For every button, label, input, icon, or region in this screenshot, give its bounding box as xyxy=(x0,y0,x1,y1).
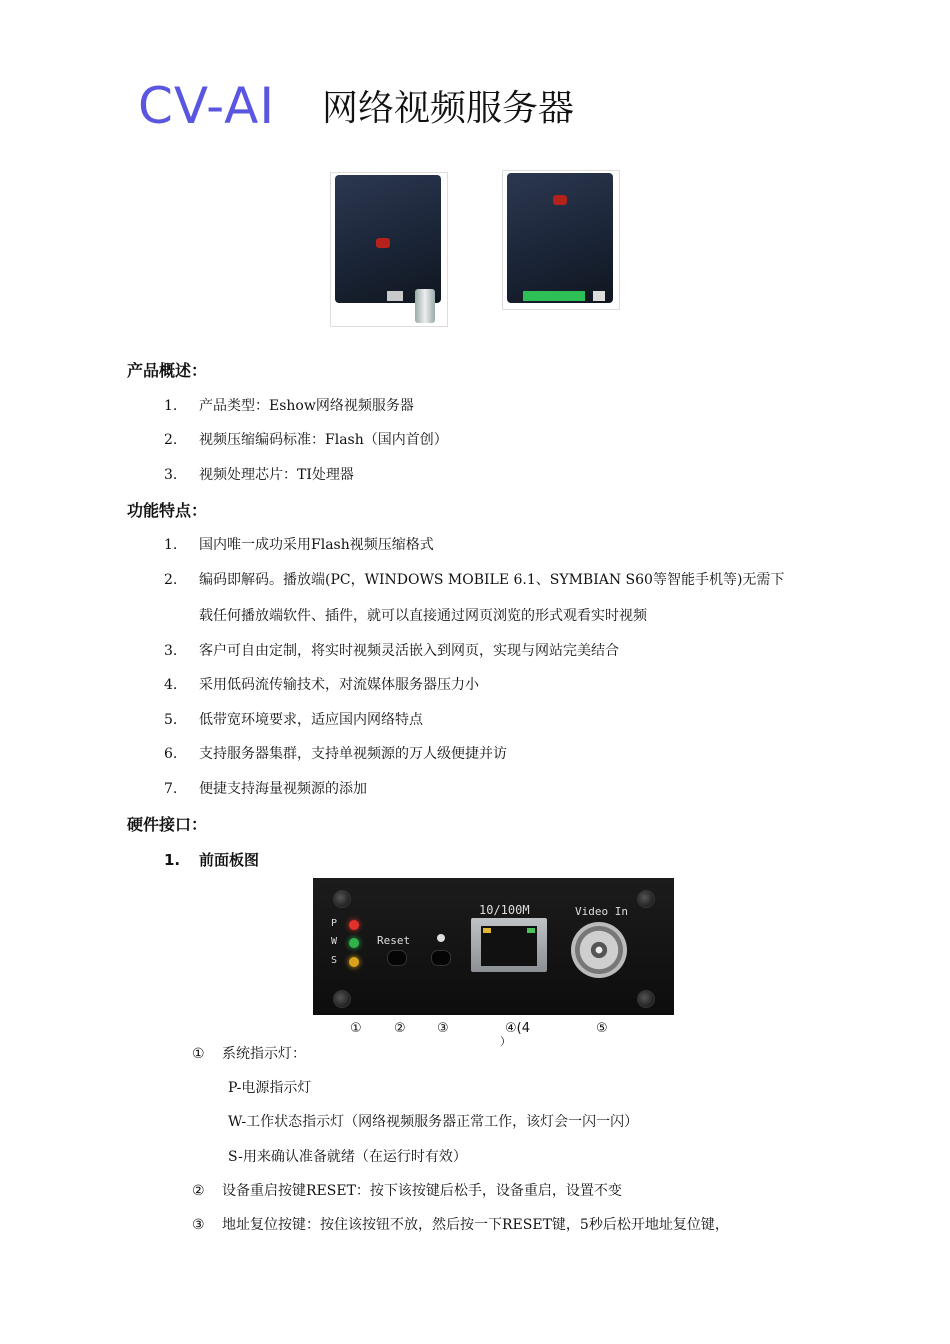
ready-led xyxy=(349,957,359,967)
list-item: 采用低码流传输技术，对流媒体服务器压力小 xyxy=(199,677,479,693)
list-number: 3. xyxy=(164,467,178,483)
marker-5: ⑤ xyxy=(596,1021,608,1036)
screw-icon xyxy=(333,990,351,1008)
marker-1: ① xyxy=(350,1021,362,1036)
list-number: 1. xyxy=(164,537,178,553)
marker-2: ② xyxy=(394,1021,406,1036)
desc-mark-3: ③ xyxy=(192,1217,205,1233)
desc-led-s: S-用来确认准备就绪（在运行时有效） xyxy=(228,1149,467,1165)
desc-led-title: 系统指示灯： xyxy=(222,1046,306,1062)
led-label-w: W xyxy=(331,936,338,947)
video-in-label: Video In xyxy=(575,905,628,918)
desc-reset: 设备重启按键RESET：按下该按键后松手，设备重启，设置不变 xyxy=(222,1183,622,1199)
section-title-features: 功能特点： xyxy=(127,501,208,520)
list-number: 4. xyxy=(164,677,178,693)
list-item: 支持服务器集群，支持单视频源的万人级便捷并访 xyxy=(199,746,507,762)
list-item: 编码即解码。播放端(PC，WINDOWS MOBILE 6.1、SYMBIAN S60等智能手机等)无需下 xyxy=(199,572,785,588)
indicator-dot xyxy=(437,934,445,942)
power-led xyxy=(349,920,359,930)
list-number: 2. xyxy=(164,432,178,448)
bnc-video-connector[interactable] xyxy=(571,922,627,978)
marker-4-tail: ） xyxy=(500,1035,511,1048)
screw-icon xyxy=(637,890,655,908)
list-number: 7. xyxy=(164,781,178,797)
list-number: 5. xyxy=(164,712,178,728)
status-led xyxy=(349,938,359,948)
marker-3: ③ xyxy=(437,1021,449,1036)
list-item: 产品类型：Eshow网络视频服务器 xyxy=(199,398,414,414)
section-title-overview: 产品概述： xyxy=(127,361,208,380)
list-item: 国内唯一成功采用Flash视频压缩格式 xyxy=(199,537,434,553)
ethernet-port[interactable] xyxy=(471,918,547,972)
led-label-s: S xyxy=(331,955,338,966)
desc-led-w: W-工作状态指示灯（网络视频服务器正常工作，该灯会一闪一闪） xyxy=(228,1114,639,1130)
reset-label: Reset xyxy=(377,934,411,947)
reset-button[interactable] xyxy=(387,950,407,966)
desc-led-p: P-电源指示灯 xyxy=(228,1080,312,1096)
list-number: 2. xyxy=(164,572,178,588)
led-label-p: P xyxy=(331,918,338,929)
address-reset-button[interactable] xyxy=(431,950,451,966)
desc-address-reset: 地址复位按键：按住该按钮不放，然后按一下RESET键，5秒后松开地址复位键， xyxy=(222,1217,729,1233)
list-item: 低带宽环境要求，适应国内网络特点 xyxy=(199,712,423,728)
brand-logo: CV-AI xyxy=(138,77,276,135)
marker-4: ④(4 xyxy=(505,1021,530,1036)
sub-number: 1. xyxy=(164,851,181,869)
product-photo-front xyxy=(330,172,448,327)
list-number: 6. xyxy=(164,746,178,762)
list-item: 客户可自由定制，将实时视频灵活嵌入到网页，实现与网站完美结合 xyxy=(199,643,619,659)
list-number: 3. xyxy=(164,643,178,659)
sub-title-front-panel: 前面板图 xyxy=(199,851,260,869)
ethernet-label: 10/100M xyxy=(479,903,530,917)
list-item: 便捷支持海量视频源的添加 xyxy=(199,781,367,797)
list-number: 1. xyxy=(164,398,178,414)
product-photo-back xyxy=(502,170,620,310)
list-item: 视频压缩编码标准：Flash（国内首创） xyxy=(199,432,448,448)
list-item-continuation: 载任何播放端软件、插件，就可以直接通过网页浏览的形式观看实时视频 xyxy=(199,608,647,624)
desc-mark-2: ② xyxy=(192,1183,205,1199)
page-title: 网络视频服务器 xyxy=(322,88,575,129)
section-title-hardware: 硬件接口： xyxy=(127,815,208,834)
list-item: 视频处理芯片：TI处理器 xyxy=(199,467,354,483)
screw-icon xyxy=(333,890,351,908)
front-panel-image xyxy=(313,878,674,1015)
screw-icon xyxy=(637,990,655,1008)
desc-mark-1: ① xyxy=(192,1046,205,1062)
